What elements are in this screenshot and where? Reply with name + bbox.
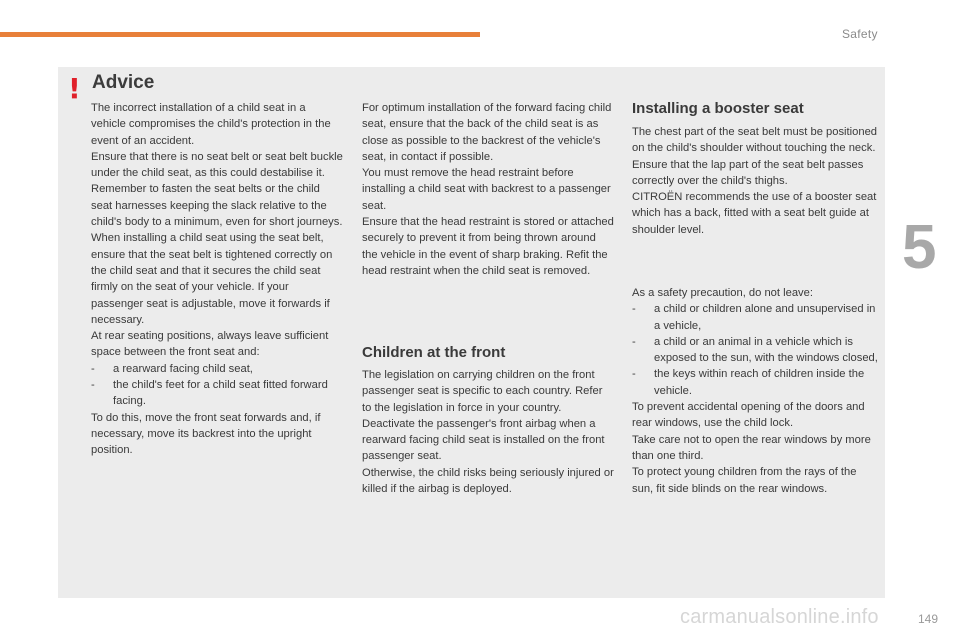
paragraph: At rear seating positions, always leave sufficient space between the front seat and: [91, 330, 329, 359]
paragraph: Take care not to open the rear windows by more than one third. [632, 433, 871, 462]
paragraph: Otherwise, the child risks being seriously injured or killed if the airbag is deployed. [362, 466, 614, 496]
paragraph: For optimum installation of the forward facing child seat, ensure that the back of the child seat is as close as possible to the backrest of the vehicle's seat, in contact if possible. [362, 102, 612, 163]
paragraph: The incorrect installation of a child seat in a vehicle compromises the child's protection in the event of an accident. [91, 102, 331, 147]
paragraph: As a safety precaution, do not leave: [632, 287, 813, 299]
header-accent-bar [0, 32, 480, 37]
page-number: 149 [917, 612, 938, 626]
paragraph: Ensure that the head restraint is stored or attached securely to prevent it from being thrown around the vehicle in the event of sharp braking. Refit the head restraint when the child seat is removed. [362, 216, 614, 277]
booster-heading: Installing a booster seat [632, 100, 804, 117]
booster-text [632, 124, 880, 238]
section-label: Safety [842, 27, 878, 41]
watermark: carmanualsonline.info [680, 606, 879, 628]
advice-title: Advice [92, 72, 155, 93]
paragraph: Ensure that the lap part of the seat belt passes correctly over the child's thighs. [632, 158, 864, 187]
exclamation-icon: ! [68, 72, 81, 105]
list-item: - a child or an animal in a vehicle which is exposed to the sun, with the windows closed, [632, 335, 878, 365]
list-item: - a child or children alone and unsupervised in a vehicle, [632, 303, 876, 332]
advice-column-1 [91, 100, 343, 459]
chapter-number: 5 [902, 213, 937, 282]
paragraph: CITROËN recommends the use of a booster seat which has a back, fitted with a seat belt guide at shoulder level. [632, 191, 877, 236]
paragraph: Ensure that there is no seat belt or seat belt buckle under the child seat, as this could destabilise it. [91, 150, 343, 180]
paragraph: When installing a child seat using the seat belt, ensure that the seat belt is tightened correctly on the child seat and that it secures the child seat firmly on the seat of your vehicle. If your passenger seat is adjustable, move it forwards if necessary. [91, 232, 333, 326]
paragraph: To prevent accidental opening of the doors and rear windows, use the child lock. [632, 401, 865, 430]
precaution-text [632, 285, 880, 497]
paragraph: To do this, move the front seat forwards and, if necessary, move its backrest into the upright position. [91, 411, 321, 457]
paragraph: Deactivate the passenger's front airbag when a rearward facing child seat is installed on the front passenger seat. [362, 417, 605, 463]
advice-column-2 [362, 100, 614, 279]
list-item: - the child's feet for a child seat fitted forward facing. [91, 379, 328, 408]
children-front-text [362, 367, 614, 497]
paragraph: The legislation on carrying children on the front passenger seat is specific to each country. Refer to the legislation in force in your country. [362, 369, 603, 414]
paragraph: The chest part of the seat belt must be positioned on the child's shoulder without touching the neck. [632, 126, 878, 155]
paragraph: To protect young children from the rays of the sun, fit side blinds on the rear windows. [632, 466, 857, 495]
children-front-heading: Children at the front [362, 344, 506, 361]
list-item: - a rearward facing child seat, [91, 362, 253, 375]
list-item: - the keys within reach of children inside the vehicle. [632, 368, 865, 397]
paragraph: You must remove the head restraint before installing a child seat with backrest to a passenger seat. [362, 167, 611, 212]
paragraph: Remember to fasten the seat belts or the child seat harnesses keeping the slack relative to the child's body to a minimum, even for short journeys. [91, 183, 343, 229]
